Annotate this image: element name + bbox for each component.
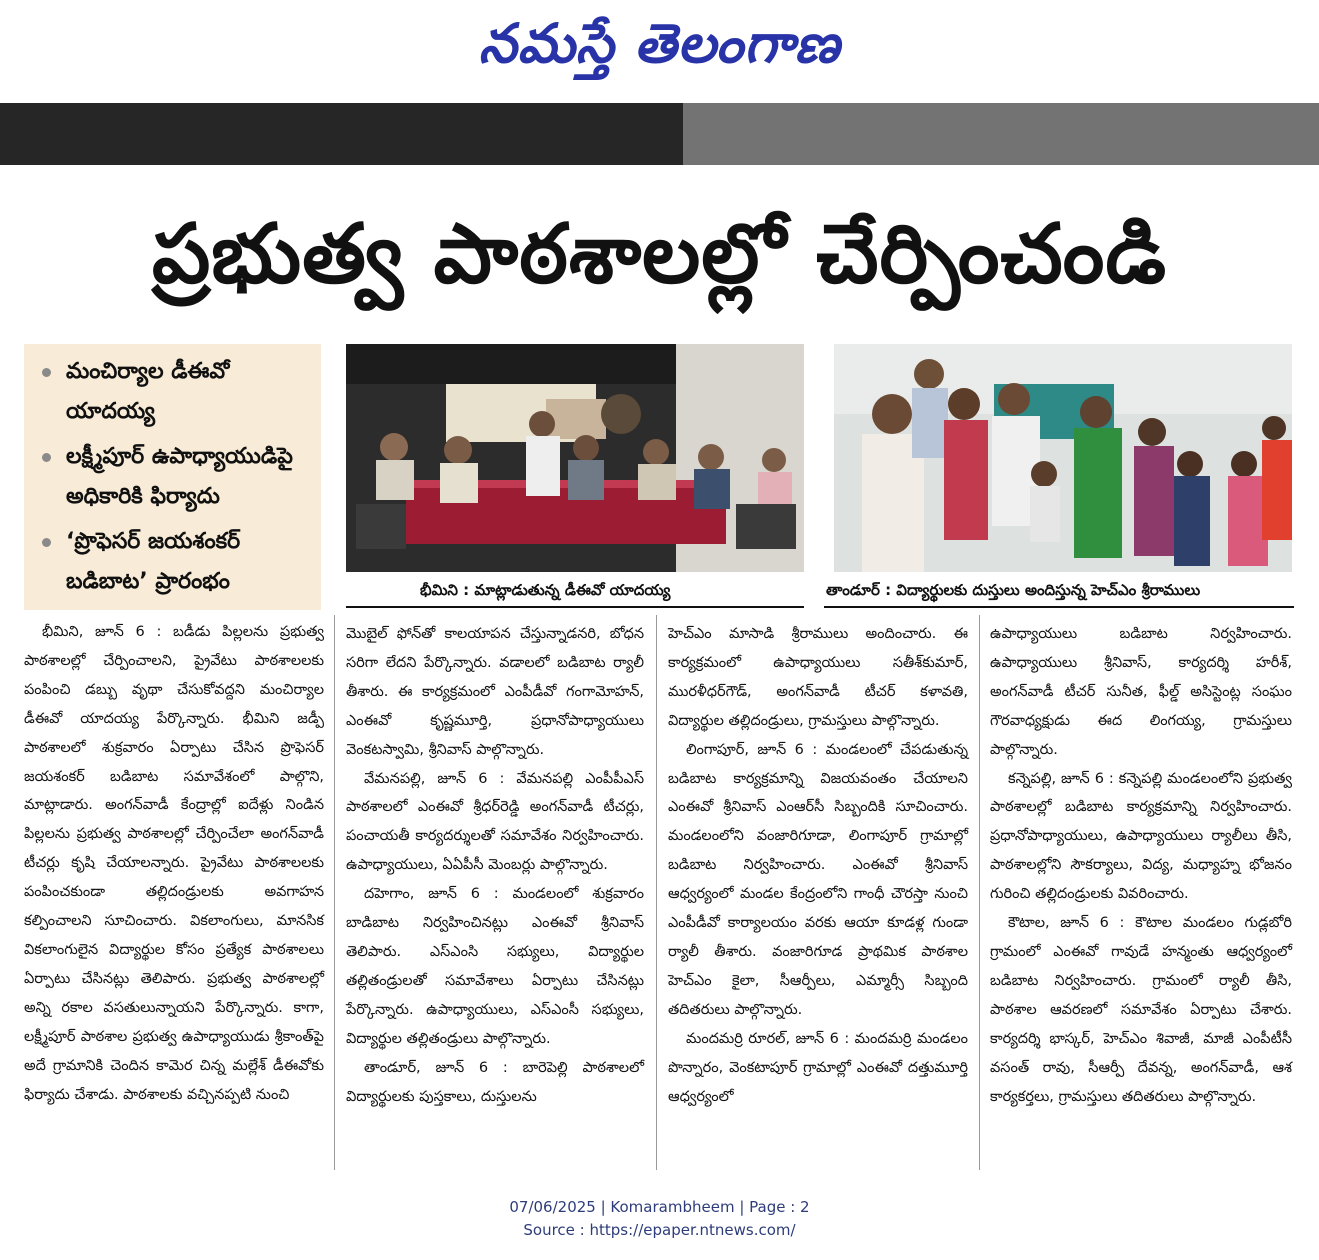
article-paragraph: హెచ్‌ఎం మాసాడి శ్రీరాములు అందించారు. ఈ కార్యక్రమంలో ఉపాధ్యాయులు సతీశ్‌కుమార్, మురళీధర్‌గౌడ్, అంగన్‌వాడీ టీచర్ కళావతి, విద్యార్థుల తల్లిదండ్రులు, గ్రామస్తులు పాల్గొన్నారు.: [668, 626, 968, 729]
article-paragraph: మందమర్రి రూరల్, జూన్ 6 : మందమర్రి మండలం పొన్నారం, వెంకటాపూర్ గ్రామాల్లో ఎంఈవో దత్తుమూర్తి ఆధ్వర్యంలో: [668, 1030, 968, 1105]
highlight-item: [24, 522, 321, 602]
photo-meeting-illustration: [346, 344, 804, 572]
article-paragraph: మొబైల్ ఫోన్‌తో కాలయాపన చేస్తున్నాడనరి, బోధన సరిగా లేదని పేర్కొన్నారు. వడాలలో బడిబాట ర్యాలీ తీశారు. ఈ కార్యక్రమంలో ఎంపీడీవో గంగామోహన్, ఎంఈవో కృష్ణమూర్తి, ప్రధానోపాధ్యాయులు వెంకటస్వామి, శ్రీనివాస్ పాల్గొన్నారు.: [346, 626, 644, 758]
photo1-caption: భీమిని : మాట్లాడుతున్న డీఈవో యాదయ్య: [420, 581, 671, 599]
footer-source: Source : https://epaper.ntnews.com/: [523, 1221, 796, 1239]
article-paragraph: కౌటాల, జూన్ 6 : కౌటాల మండలం గుడ్లబోరి గ్రామంలో ఎంఈవో గావుడే హన్మంతు ఆధ్వర్యంలో బడిబాట నిర్వహించారు. గ్రామంలో ర్యాలీ తీసి, పాఠశాల ఆవరణలో సమావేశం ఏర్పాటు చేశారు. కార్యదర్శి భాస్కర్, హెచ్‌ఎం శివాజీ, మాజీ ఎంపీటీసీ వసంత్ రావు, సీఆర్పీ దేవన్న, అంగన్‌వాడీ, ఆశ కార్యకర్తలు, గ్రామస్తులు తదితరులు పాల్గొన్నారు.: [990, 915, 1292, 1105]
article-paragraph: ఉపాధ్యాయులు బడిబాట నిర్వహించారు. ఉపాధ్యాయులు శ్రీనివాస్, కార్యదర్శి హరీశ్, అంగన్‌వాడీ టీచర్ సునీత, ఫీల్డ్ అసిస్టెంట్ల సంఘం గౌరవాధ్యక్షుడు ఈద లింగయ్య, గ్రామస్తులు పాల్గొన్నారు.: [990, 626, 1292, 758]
headline: ప్రభుత్వ పాఠశాలల్లో చేర్పించండి: [152, 207, 1167, 302]
bullet-icon: [42, 453, 51, 462]
caption-divider: [824, 606, 1294, 608]
section-banner-extension: [683, 103, 1319, 165]
article-column-1: [24, 618, 324, 1109]
photo2-caption: తాండూర్ : విద్యార్థులకు దుస్తులు అందిస్తున్న హెచ్‌ఎం శ్రీరాములు: [826, 581, 1201, 599]
masthead: [0, 0, 1319, 100]
column-divider: [656, 615, 657, 1170]
highlight-text: ‘ప్రొఫెసర్ జయశంకర్ బడిబాట’ ప్రారంభం: [66, 529, 241, 594]
article-column-4: [990, 620, 1292, 1111]
highlight-item: [24, 352, 321, 432]
bullet-icon: [42, 368, 51, 377]
photo-meeting-stage: [346, 344, 804, 572]
article-column-3: [668, 620, 968, 1111]
article-paragraph: లింగాపూర్, జూన్ 6 : మండలంలో చేపడుతున్న బడిబాట కార్యక్రమాన్ని విజయవంతం చేయాలని ఎంఈవో శ్రీనివాస్ ఎంఆర్‌సీ సిబ్బందికి సూచించారు. మండలంలోని వంజారిగూడా, లింగాపూర్ గ్రామాల్లో బడిబాట నిర్వహించారు. ఎంఈవో శ్రీనివాస్ ఆధ్వర్యంలో మండల కేంద్రంలోని గాంధీ చౌరస్తా నుంచి ఎంపీడీవో కార్యాలయం వరకు ఆయా కూడళ్ల గుండా ర్యాలీ తీశారు. వంజారిగూడ ప్రాథమిక పాఠశాల హెచ్‌ఎం కైలా, సీఆర్పీలు, ఎమ్మార్సీ సిబ్బంది తదితరులు పాల్గొన్నారు.: [668, 741, 968, 1018]
section-banner: [0, 103, 683, 165]
column-divider: [979, 615, 980, 1170]
caption-divider: [346, 606, 804, 608]
masthead-logo: నమస్తే తెలంగాణ: [478, 11, 841, 75]
photo-distribution-illustration: [834, 344, 1292, 572]
article-paragraph: తాండూర్, జూన్ 6 : బారెపెల్లి పాఠశాలలో విద్యార్థులకు పుస్తకాలు, దుస్తులను: [346, 1059, 644, 1105]
bullet-icon: [42, 538, 51, 547]
highlights-box: [24, 344, 321, 610]
column-divider: [334, 615, 335, 1170]
highlight-item: [24, 437, 321, 517]
article-paragraph: వేమనపల్లి, జూన్ 6 : వేమనపల్లి ఎంపీపీఎస్ పాఠశాలలో ఎంఈవో శ్రీధర్‌రెడ్డి అంగన్‌వాడీ టీచర్లు, పంచాయతీ కార్యదర్శులతో సమావేశం నిర్వహించారు. ఉపాధ్యాయులు, ఏఏపీసీ మెంబర్లు పాల్గొన్నారు.: [346, 770, 644, 874]
highlight-text: మంచిర్యాల డీఈవో యాదయ్య: [66, 359, 230, 424]
article-paragraph: కన్నెపల్లి, జూన్ 6 : కన్నెపల్లి మండలంలోని ప్రభుత్వ పాఠశాలల్లో బడిబాట కార్యక్రమాన్ని నిర్వహించారు. ప్రధానోపాధ్యాయులు, ఉపాధ్యాయులు ర్యాలీలు తీసి, పాఠశాలల్లోని సౌకర్యాలు, విద్య, మధ్యాహ్న భోజనం గురించి తల్లిదండ్రులకు వివరించారు.: [990, 770, 1292, 903]
article-column-2: [346, 620, 644, 1111]
footer-edition: 07/06/2025 | Komarambheem | Page : 2: [509, 1198, 810, 1216]
article-paragraph: దహెగాం, జూన్ 6 : మండలంలో శుక్రవారం బాడిబాట నిర్వహించినట్లు ఎంఈవో శ్రీనివాస్ తెలిపారు. ఎస్‌ఎంసి సభ్యులు, విద్యార్థుల తల్లితండ్రులతో సమావేశాలు ఏర్పాటు చేసినట్లు పేర్కొన్నారు. ఉపాధ్యాయులు, ఎస్‌ఎంసీ సభ్యులు, విద్యార్థుల తల్లితండ్రులు పాల్గొన్నారు.: [346, 886, 644, 1047]
article-paragraph: భీమిని, జూన్ 6 : బడీడు పిల్లలను ప్రభుత్వ పాఠశాలల్లో చేర్పించాలని, ప్రైవేటు పాఠశాలలకు పంపించి డబ్బు వృథా చేసుకోవద్దని మంచిర్యాల డీఈవో యాదయ్య పేర్కొన్నారు. భీమిని జడ్పీ పాఠశాలలో శుక్రవారం ఏర్పాటు చేసిన ప్రొఫెసర్ జయశంకర్ బడిబాట సమావేశంలో పాల్గొని, మాట్లాడారు. అంగన్‌వాడీ కేంద్రాల్లో ఐదేళ్లు నిండిన పిల్లలను ప్రభుత్వ పాఠశాలల్లో చేర్పించేలా అంగన్‌వాడీ టీచర్లు కృషి చేయాలన్నారు. ప్రైవేటు పాఠశాలలకు పంపించకుండా తల్లిదండ్రులకు అవగాహన కల్పించాలని సూచించారు. వికలాంగులు, మానసిక వికలాంగులైన విద్యార్థుల కోసం ప్రత్యేక పాఠశాలలు ఏర్పాటు చేసినట్లు తెలిపారు. ప్రభుత్వ పాఠశాలల్లో అన్ని రకాల వసతులున్నాయని పేర్కొన్నారు. కాగా, లక్ష్మీపూర్ పాఠశాల ప్రభుత్వ ఉపాధ్యాయుడు శ్రీకాంత్‌పై అదే గ్రామానికి చెందిన కామెర చిన్న మల్లేశ్ డీఈవోకు ఫిర్యాదు చేశాడు. పాఠశాలకు వచ్చినప్పటి నుంచి: [24, 624, 324, 1103]
highlight-text: లక్ష్మీపూర్ ఉపాధ్యాయుడిపై అధికారికి ఫిర్యాదు: [66, 444, 293, 509]
photo-distribution: [834, 344, 1292, 572]
